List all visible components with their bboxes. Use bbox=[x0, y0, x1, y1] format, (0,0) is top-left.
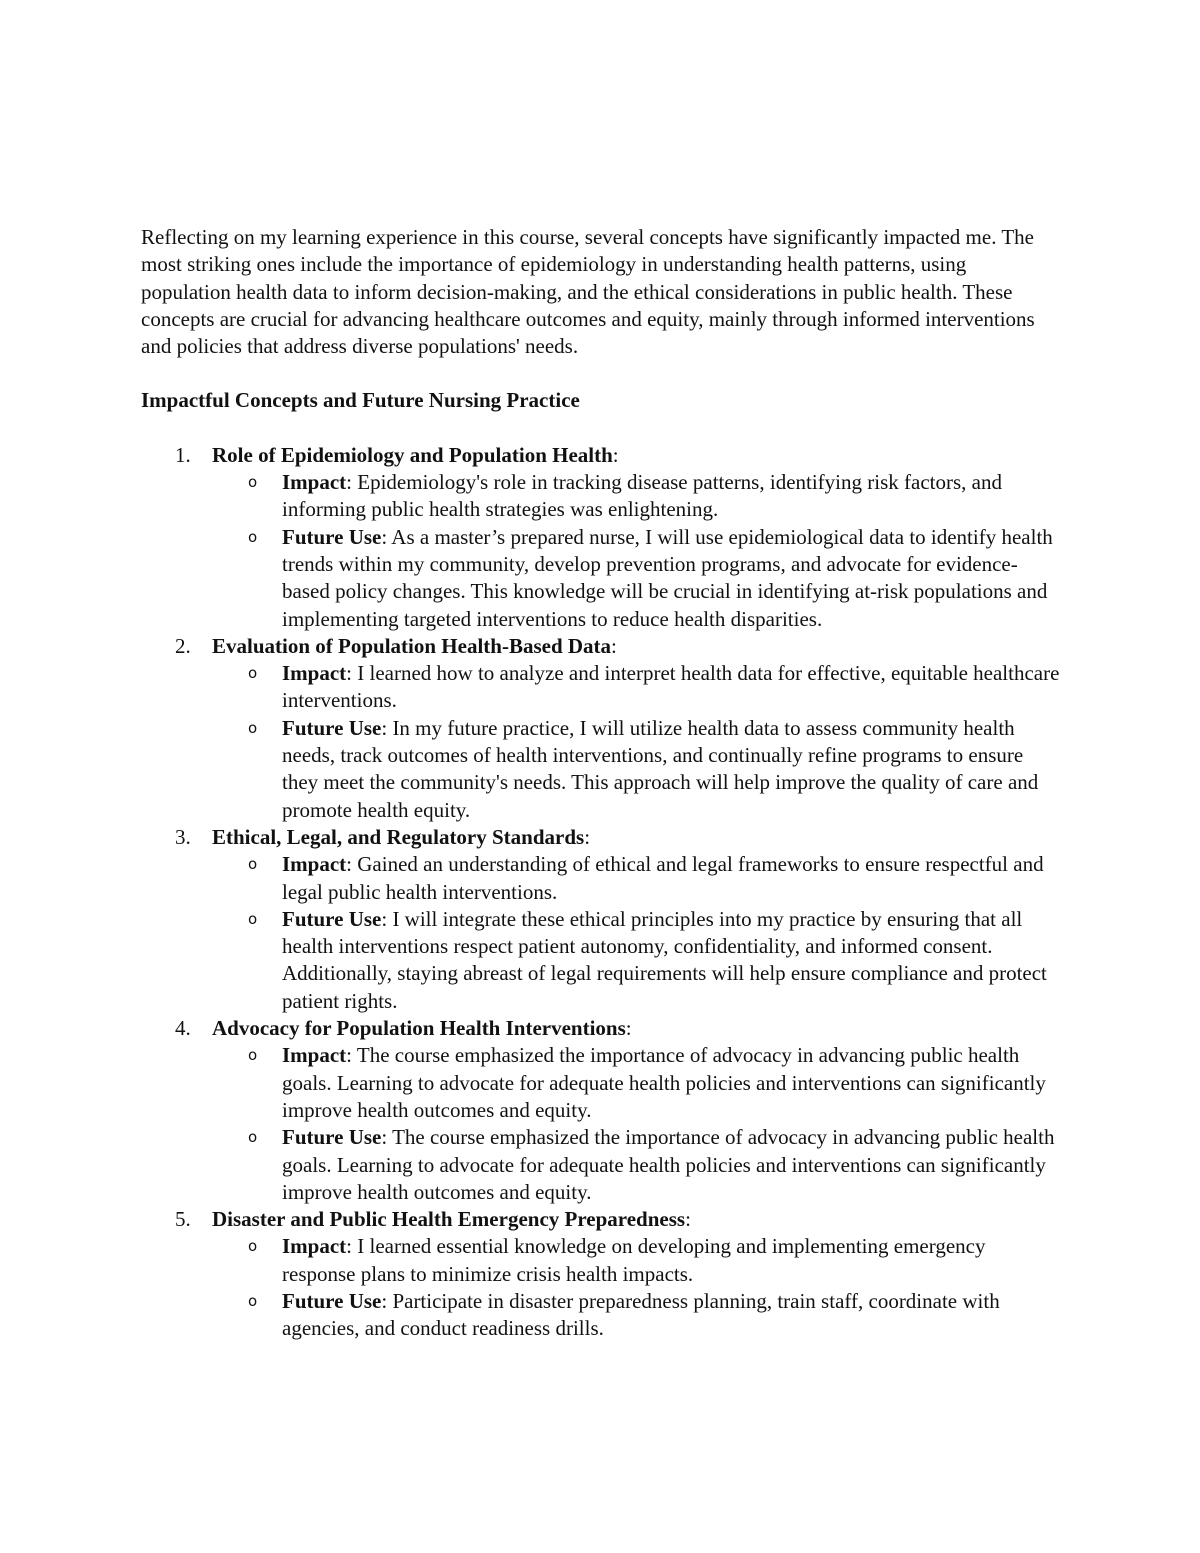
future-use-text: : As a master’s prepared nurse, I will use epidemiological data to identify health trends within my community, develop prevention programs, and advocate for evidence-based policy changes. This knowledge will be crucial in identifying at-risk populations and implementing targeted interventions to reduce health disparities. bbox=[282, 524, 1053, 631]
concept-number: 3. bbox=[175, 824, 191, 849]
concept-details bbox=[212, 1233, 1061, 1342]
concept-title: Role of Epidemiology and Population Health bbox=[212, 442, 613, 467]
impact-item bbox=[212, 660, 1061, 715]
future-use-label: Future Use bbox=[282, 715, 382, 740]
bullet-icon: o bbox=[248, 664, 258, 683]
bullet-icon: o bbox=[248, 1291, 258, 1310]
concept-number: 4. bbox=[175, 1016, 191, 1041]
concept-title: Evaluation of Population Health-Based Data bbox=[212, 633, 612, 658]
impact-label: Impact bbox=[282, 470, 347, 495]
bullet-icon: o bbox=[248, 855, 258, 874]
future-use-item bbox=[212, 1124, 1061, 1206]
future-use-item bbox=[212, 524, 1061, 633]
bullet-icon: o bbox=[248, 1237, 258, 1256]
impact-text: : I learned how to analyze and interpret health data for effective, equitable healthcare interventions. bbox=[282, 661, 1060, 713]
impact-text: : Gained an understanding of ethical and legal frameworks to ensure respectful and legal public health interventions. bbox=[282, 852, 1044, 904]
impact-label: Impact bbox=[282, 1043, 347, 1068]
impact-text: : The course emphasized the importance of advocacy in advancing public health goals. Learning to advocate for adequate health policies and interventions can significantly improve health outcomes and equity. bbox=[282, 1043, 1046, 1122]
concept-item: 5. Disaster and Public Health Emergency Preparedness: o Impact: I learned essential knowledge on developing and implementing emergency response plans to minimize crisis health impacts. o Future Use: Participate in disaster preparedness planning, train staff, coordinate with agencies, and conduct readiness drills. bbox=[141, 1206, 1061, 1342]
future-use-label: Future Use bbox=[282, 1288, 382, 1313]
future-use-item bbox=[212, 1288, 1061, 1343]
future-use-item bbox=[212, 906, 1061, 1015]
document-page bbox=[141, 224, 1061, 1343]
concept-title: Advocacy for Population Health Interventions bbox=[212, 1016, 626, 1041]
future-use-text: : Participate in disaster preparedness planning, train staff, coordinate with agencies, and conduct readiness drills. bbox=[282, 1288, 1000, 1341]
section-heading: Impactful Concepts and Future Nursing Practice bbox=[141, 388, 580, 413]
bullet-icon: o bbox=[248, 718, 258, 737]
impact-item bbox=[212, 851, 1061, 906]
future-use-item bbox=[212, 715, 1061, 824]
impact-text: : I learned essential knowledge on developing and implementing emergency response plans to minimize crisis health impacts. bbox=[282, 1234, 986, 1286]
concept-title: Disaster and Public Health Emergency Preparedness bbox=[212, 1207, 686, 1232]
intro-paragraph: Reflecting on my learning experience in this course, several concepts have significantly impacted me. The most striking ones include the importance of epidemiology in understanding health patterns, using population health data to inform decision-making, and the ethical considerations in public health. These concepts are crucial for advancing healthcare outcomes and equity, mainly through informed interventions and policies that address diverse populations' needs. bbox=[141, 225, 1035, 359]
concept-title: Ethical, Legal, and Regulatory Standards bbox=[212, 824, 585, 849]
bullet-icon: o bbox=[248, 909, 258, 928]
concept-details bbox=[212, 1042, 1061, 1206]
future-use-text: : I will integrate these ethical principles into my practice by ensuring that all health interventions respect patient autonomy, confidentiality, and informed consent. Additionally, staying abreast of legal requirements will help ensure compliance and protect patient rights. bbox=[282, 906, 1047, 1013]
bullet-icon: o bbox=[248, 1128, 258, 1147]
concept-item: 3. Ethical, Legal, and Regulatory Standards: o Impact: Gained an understanding of ethical and legal frameworks to ensure respectful and legal public health interventions. o Future Use: I will integrate these ethical principles into my practice by ensuring that all health interventions respect patient autonomy, confidentiality, and informed consent. Additionally, staying abreast of legal requirements will help ensure compliance and protect patient rights. bbox=[141, 824, 1061, 1015]
concepts-list bbox=[141, 442, 1061, 1343]
concept-item: 2. Evaluation of Population Health-Based Data: o Impact: I learned how to analyze and interpret health data for effective, equitable healthcare interventions. o Future Use: In my future practice, I will utilize health data to assess community health needs, track outcomes of health interventions, and continually refine programs to ensure they meet the community's needs. This approach will help improve the quality of care and promote health equity. bbox=[141, 633, 1061, 824]
future-use-label: Future Use bbox=[282, 1125, 382, 1150]
bullet-icon: o bbox=[248, 473, 258, 492]
concept-number: 2. bbox=[175, 633, 191, 658]
concept-item: 4. Advocacy for Population Health Interventions: o Impact: The course emphasized the importance of advocacy in advancing public health goals. Learning to advocate for adequate health policies and interventions can significantly improve health outcomes and equity. o Future Use: The course emphasized the importance of advocacy in advancing public health goals. Learning to advocate for adequate health policies and interventions can significantly improve health outcomes and equity. bbox=[141, 1015, 1061, 1206]
impact-label: Impact bbox=[282, 661, 347, 686]
concept-number: 5. bbox=[175, 1207, 191, 1232]
concept-details bbox=[212, 851, 1061, 1015]
bullet-icon: o bbox=[248, 527, 258, 546]
impact-text: : Epidemiology's role in tracking disease patterns, identifying risk factors, and informing public health strategies was enlightening. bbox=[282, 470, 1002, 522]
impact-label: Impact bbox=[282, 1234, 347, 1259]
concept-details bbox=[212, 469, 1061, 633]
concept-number: 1. bbox=[175, 442, 191, 467]
future-use-label: Future Use bbox=[282, 906, 382, 931]
future-use-text: : The course emphasized the importance of advocacy in advancing public health goals. Learning to advocate for adequate health policies and interventions can significantly improve health outcomes and equity. bbox=[282, 1125, 1055, 1204]
impact-item bbox=[212, 469, 1061, 524]
bullet-icon: o bbox=[248, 1046, 258, 1065]
impact-item bbox=[212, 1233, 1061, 1288]
impact-label: Impact bbox=[282, 852, 347, 877]
impact-item bbox=[212, 1042, 1061, 1124]
concept-details bbox=[212, 660, 1061, 824]
future-use-text: : In my future practice, I will utilize health data to assess community health needs, track outcomes of health interventions, and continually refine programs to ensure they meet the community's needs. This approach will help improve the quality of care and promote health equity. bbox=[282, 715, 1039, 822]
concept-item: 1. Role of Epidemiology and Population Health: o Impact: Epidemiology's role in tracking disease patterns, identifying risk factors, and informing public health strategies was enlightening. o Future Use: As a master’s prepared nurse, I will use epidemiological data to identify health trends within my community, develop prevention programs, and advocate for evidence-based policy changes. This knowledge will be crucial in identifying at-risk populations and implementing targeted interventions to reduce health disparities. bbox=[141, 442, 1061, 633]
future-use-label: Future Use bbox=[282, 524, 382, 549]
